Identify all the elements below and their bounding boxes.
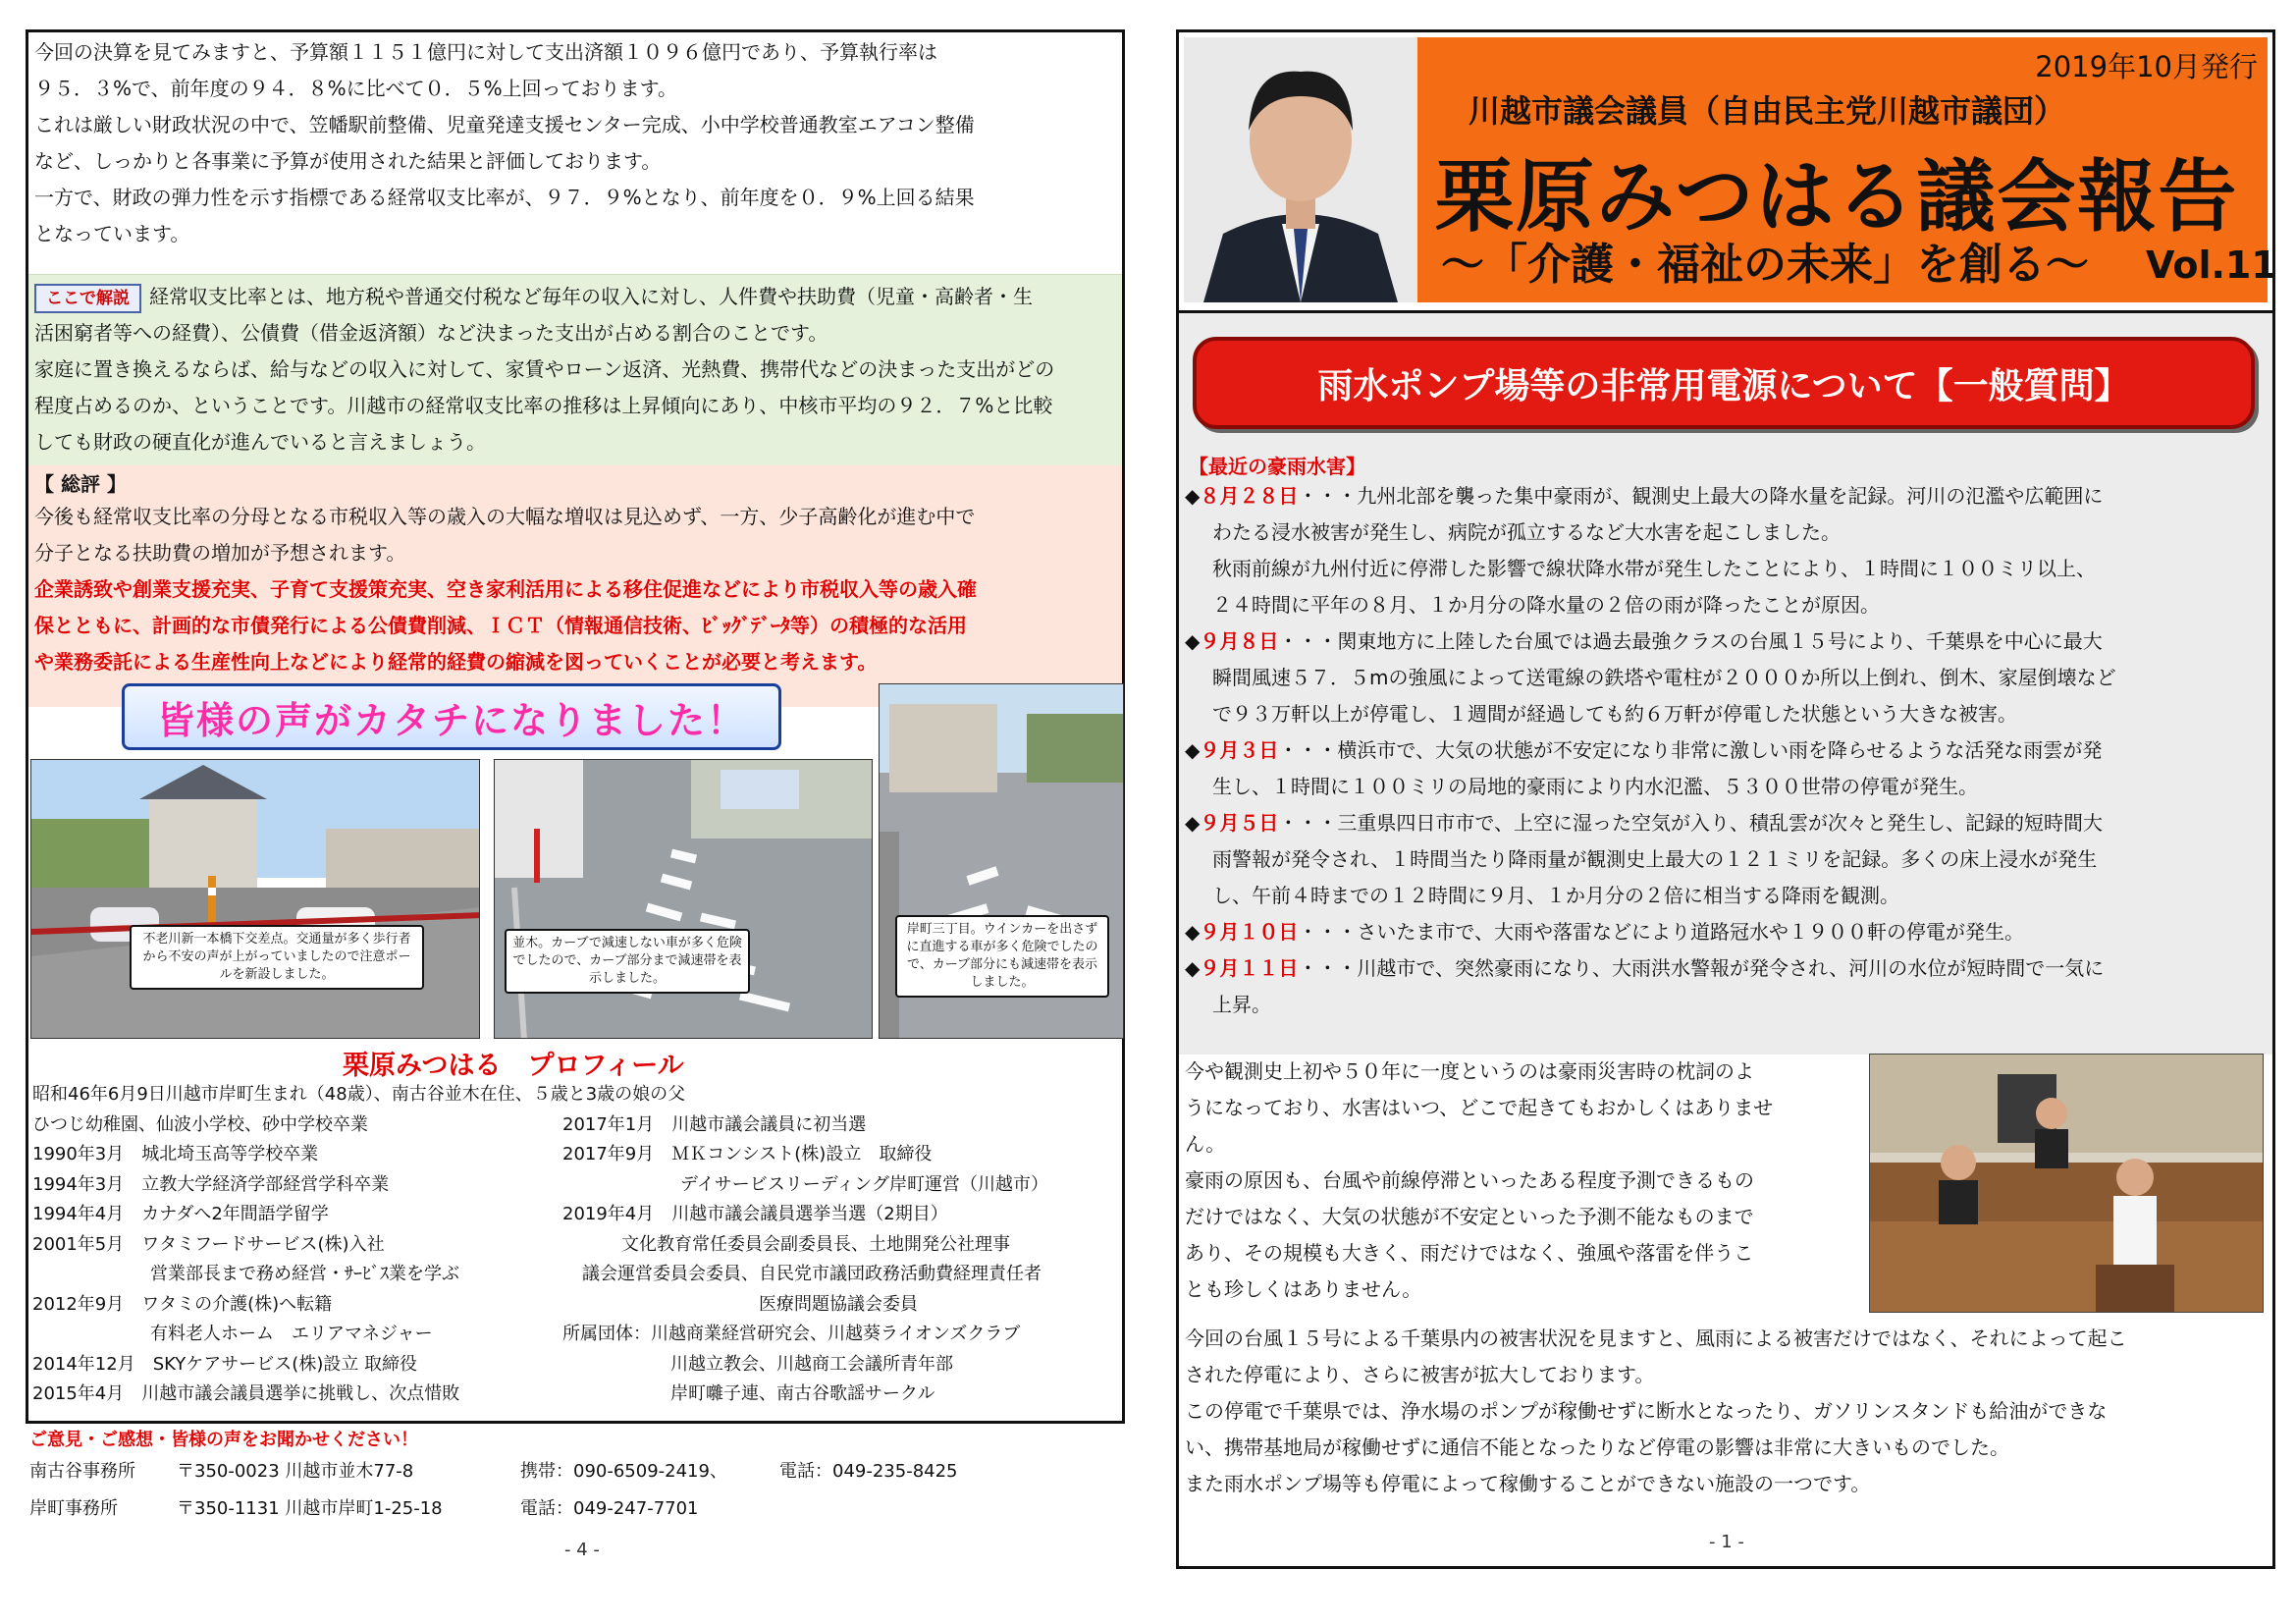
council-illustration <box>1870 1055 2264 1313</box>
event-text: ２４時間に平年の８月、１か月分の降水量の２倍の雨が降ったことが原因。 <box>1212 593 1880 617</box>
photo-caption: 並木。カーブで減速しない車が多く危険でしたので、カーブ部分まで減速帯を表示しました。 <box>505 929 750 994</box>
profile-left: 1994年3月 立教大学経済学部経営学科卒業 <box>32 1173 390 1195</box>
explain-line: 活困窮者等への経費）、公債費（借金返済額）など決まった支出が占める割合のことです。 <box>34 321 828 345</box>
contact-heading: ご意見・ご感想・皆様の声をお聞かせください！ <box>29 1430 418 1450</box>
event-date: ８月２８日 <box>1200 484 1299 508</box>
office-phone: 電話：049-235-8425 <box>779 1461 958 1482</box>
event-text: 雨警報が発令され、１時間当たり降雨量が観測史上最大の１２１ミリを記録。多くの床上浸水が発生 <box>1212 847 2098 871</box>
curve-road-photo <box>494 759 873 1039</box>
section-heading: 【最近の豪雨水害】 <box>1189 455 1365 478</box>
voices-banner: 皆様の声がカタチになりました！ <box>122 683 781 750</box>
photo-caption: 岸町三丁目。ウインカーを出さずに直進する車が多く危険でしたので、カーブ部分にも減速帯を表示しました。 <box>895 915 1109 998</box>
office-address: 〒350-1131 川越市岸町1-25-18 <box>177 1498 443 1519</box>
explain-line: しても財政の硬直化が進んでいると言えましょう。 <box>34 430 486 454</box>
intro-line: ９５．３%で、前年度の９４．８%に比べて０．５%上回っております。 <box>34 77 678 100</box>
commentary-2 <box>1185 1321 2265 1502</box>
office-address: 〒350-0023 川越市並木77-8 <box>177 1461 414 1482</box>
intro-line: 今回の決算を見てみますと、予算額１１５１億円に対して支出済額１０９６億円であり、予算執行率は <box>34 40 937 64</box>
event-item: ◆９月８日・・・関東地方に上陸した台風では過去最強クラスの台風１５号により、千葉県を中心に最大 <box>1185 629 2103 653</box>
profile-right: 議会運営委員会委員、自民党市議団政務活動費経理責任者 <box>582 1264 1041 1284</box>
profile-row <box>32 1230 1122 1261</box>
event-list <box>1185 478 2265 1023</box>
portrait-illustration <box>1184 37 1417 302</box>
event-text: ・・・三重県四日市市で、上空に湿った空気が入り、積乱雲が次々と発生し、記録的短時間大 <box>1278 811 2103 835</box>
header-subtitle: 川越市議会議員（自由民主党川越市議団） <box>1468 92 2066 130</box>
profile-right: 2019年4月 川越市議会議員選挙当選（2期目） <box>562 1204 948 1224</box>
event-item: ◆８月２８日・・・九州北部を襲った集中豪雨が、観測史上最大の降水量を記録。河川の氾濫や広範囲に <box>1185 484 2104 508</box>
intro-line: など、しっかりと各事業に予算が使用された結果と評価しております。 <box>34 149 662 173</box>
summary-heading: 【 総評 】 <box>34 472 127 496</box>
intersection-illustration <box>31 760 480 1039</box>
event-text: ・・・横浜市で、大気の状態が不安定になり非常に激しい雨を降らせるような活発な雨雲が発 <box>1278 738 2103 762</box>
summary-line: 分子となる扶助費の増加が予想されます。 <box>34 541 406 565</box>
profile-intro: 昭和46年6月9日川越市岸町生まれ（48歳）、南古谷並木在住、５歳と3歳の娘の父 <box>32 1084 686 1105</box>
photo-caption: 不老川新一本橋下交差点。交通量が多く歩行者から不安の声が上がっていましたので注意ポールを新設しました。 <box>130 925 424 990</box>
summary-red-line: や業務委託による生産性向上などにより経常的経費の縮減を図っていくことが必要と考えます。 <box>34 650 878 674</box>
event-text: し、午前４時までの１２時間に９月、１か月分の２倍に相当する降雨を観測。 <box>1212 884 1899 907</box>
commentary-line: うになっており、水害はいつ、どこで起きてもおかしくはありませ <box>1185 1096 1774 1119</box>
event-item: ◆９月１０日・・・さいたま市で、大雨や落雷などにより道路冠水や１９００軒の停電が発生。 <box>1185 920 2024 944</box>
event-item: ◆９月３日・・・横浜市で、大気の状態が不安定になり非常に激しい雨を降らせるような活発な雨雲が発 <box>1185 738 2103 762</box>
explain-line: 経常収支比率とは、地方税や普通交付税など毎年の収入に対し、人件費や扶助費（児童・高齢者・生 <box>149 285 1033 308</box>
summary-box <box>28 465 1122 707</box>
profile-right: 文化教育常任委員会副委員長、土地開発公社理事 <box>621 1233 1010 1255</box>
event-date: ９月３日 <box>1200 738 1279 762</box>
profile-row <box>32 1260 1122 1290</box>
report-banner: 雨水ポンプ場等の非常用電源について【一般質問】 <box>1193 337 2255 429</box>
commentary-line: また雨水ポンプ場等も停電によって稼働することができない施設の一つです。 <box>1185 1472 1871 1495</box>
commentary-line: 今や観測史上初や５０年に一度というのは豪雨災害時の枕詞のよ <box>1185 1059 1754 1083</box>
commentary-line: された停電により、さらに被害が拡大しております。 <box>1185 1363 1655 1386</box>
profile-row <box>32 1200 1122 1230</box>
commentary-line: とも珍しくはありません。 <box>1185 1277 1422 1301</box>
event-date: ９月８日 <box>1200 629 1279 653</box>
event-text: ・・・関東地方に上陸した台風では過去最強クラスの台風１５号により、千葉県を中心に最大 <box>1278 629 2103 653</box>
profile-row <box>32 1290 1122 1321</box>
header-tagline: ～「介護・福祉の未来」を創る～ <box>1441 240 2089 290</box>
event-text: わたる浸水被害が発生し、病院が孤立するなど大水害を起こしました。 <box>1212 520 1841 544</box>
profile-left: 2015年4月 川越市議会議員選挙に挑戦し、次点惜敗 <box>32 1383 460 1404</box>
commentary <box>1185 1054 1862 1308</box>
profile-right: 2017年9月 ＭＫコンシスト(株)設立 取締役 <box>562 1144 933 1164</box>
intro-line: これは厳しい財政状況の中で、笠幡駅前整備、児童発達支援センター完成、小中学校普通教室エアコン整備 <box>34 113 975 136</box>
page-number: - 1 - <box>1709 1532 1744 1552</box>
profile-left: 2001年5月 ワタミフードサービス(株)入社 <box>32 1233 385 1255</box>
event-item: ◆９月５日・・・三重県四日市市で、上空に湿った空気が入り、積乱雲が次々と発生し、記録的短時間大 <box>1185 811 2103 835</box>
profile-left: 1990年3月 城北埼玉高等学校卒業 <box>32 1144 319 1164</box>
event-date: ９月１０日 <box>1200 920 1299 944</box>
explain-tag: ここで解説 <box>34 284 141 313</box>
header-title: 栗原みつはる議会報告 <box>1435 151 2239 243</box>
profile-right: 岸町囃子連、南古谷歌謡サークル <box>670 1383 935 1404</box>
profile-left: ひつじ幼稚園、仙波小学校、砂中学校卒業 <box>32 1113 368 1135</box>
event-text: ・・・川越市で、突然豪雨になり、大雨洪水警報が発令され、河川の水位が短時間で一気に <box>1298 956 2105 980</box>
explain-line: 程度占めるのか、ということです。川越市の経常収支比率の推移は上昇傾向にあり、中核市平均の９２．７%と比較 <box>34 394 1053 417</box>
profile-right: デイサービスリーディング岸町運営（川越市） <box>680 1173 1048 1195</box>
event-text: 瞬間風速５７．５mの強風によって送電線の鉄塔や電柱が２０００か所以上倒れ、倒木、家屋倒壊など <box>1212 666 2116 689</box>
profile <box>32 1080 1122 1410</box>
summary-red-line: 企業誘致や創業支援充実、子育て支援策充実、空き家利活用による移住促進などにより市税収入等の歳入確 <box>34 577 977 601</box>
summary-line: 今後も経常収支比率の分母となる市税収入等の歳入の大幅な増収は見込めず、一方、少子高齢化が進む中で <box>34 505 976 528</box>
council-session-photo <box>1869 1054 2264 1313</box>
profile-left: 有料老人ホーム エリアマネジャー <box>150 1324 433 1344</box>
event-text: 生し、１時間に１００ミリの局地的豪雨により内水氾濫、５３００世帯の停電が発生。 <box>1212 775 1978 798</box>
volume-number: Vol.11 <box>2146 244 2277 287</box>
office-row <box>29 1453 1129 1490</box>
profile-row <box>32 1170 1122 1201</box>
intro-line: 一方で、財政の弾力性を示す指標である経常収支比率が、９７．９%となり、前年度を０．９%上回る結果 <box>34 186 975 209</box>
summary-red-line: 保とともに、計画的な市債発行による公債費削減、ＩＣＴ（情報通信技術、ﾋﾞｯｸﾞﾃﾞｰﾀ等）の積極的な活用 <box>34 614 967 637</box>
intersection-photo <box>30 759 480 1039</box>
intro-line: となっています。 <box>34 222 190 245</box>
office-mobile: 携帯：090-6509-2419、 <box>520 1461 727 1482</box>
residential-road-photo <box>879 683 1124 1039</box>
profile-right: 所属団体：川越商業経営研究会、川越葵ライオンズクラブ <box>562 1324 1021 1344</box>
councillor-portrait <box>1184 37 1417 302</box>
profile-right: 医療問題協議会委員 <box>759 1293 918 1315</box>
event-text: ・・・九州北部を襲った集中豪雨が、観測史上最大の降水量を記録。河川の氾濫や広範囲に <box>1298 484 2104 508</box>
office-name: 南古谷事務所 <box>29 1461 135 1482</box>
profile-row <box>32 1380 1122 1410</box>
right-page <box>1176 29 2275 1569</box>
profile-left: 1994年4月 カナダへ2年間語学留学 <box>32 1204 329 1224</box>
curve-road-illustration <box>495 760 873 1039</box>
issue-date: 2019年10月発行 <box>2035 50 2258 83</box>
profile-right: 2017年1月 川越市議会議員に初当選 <box>562 1113 867 1135</box>
contact-section <box>29 1428 1129 1528</box>
profile-row <box>32 1140 1122 1170</box>
event-item: ◆９月１１日・・・川越市で、突然豪雨になり、大雨洪水警報が発令され、河川の水位が短時間で一気に <box>1185 956 2105 980</box>
page-number: - 4 - <box>564 1540 600 1560</box>
profile-left: 2012年9月 ワタミの介護(株)へ転籍 <box>32 1293 333 1315</box>
budget-intro <box>34 34 1114 252</box>
office-name: 岸町事務所 <box>29 1498 118 1519</box>
profile-row <box>32 1110 1122 1141</box>
office-phone: 電話：049-247-7701 <box>520 1498 699 1519</box>
profile-title: 栗原みつはる プロフィール <box>343 1051 684 1081</box>
profile-row <box>32 1350 1122 1380</box>
report-area <box>1179 313 2272 1055</box>
event-text: ・・・さいたま市で、大雨や落雷などにより道路冠水や１９００軒の停電が発生。 <box>1298 920 2024 944</box>
office-row <box>29 1490 1129 1528</box>
profile-right: 川越立教会、川越商工会議所青年部 <box>670 1353 953 1375</box>
profile-row <box>32 1320 1122 1350</box>
left-page <box>26 29 1125 1424</box>
explanation-box <box>28 274 1122 465</box>
event-date: ９月１１日 <box>1200 956 1299 980</box>
commentary-line: この停電で千葉県では、浄水場のポンプが稼働せずに断水となったり、ガソリンスタンドも給油ができな <box>1185 1399 2108 1423</box>
explain-line: 家庭に置き換えるならば、給与などの収入に対して、家賃やローン返済、光熱費、携帯代などの決まった支出がどの <box>34 357 1055 381</box>
newsletter-header <box>1184 37 2277 302</box>
commentary-line: だけではなく、大気の状態が不安定といった予測不能なものまで <box>1185 1205 1754 1228</box>
event-date: ９月５日 <box>1200 811 1279 835</box>
commentary-line: 今回の台風１５号による千葉県内の被害状況を見ますと、風雨による被害だけではなく、それによって起こ <box>1185 1326 2127 1350</box>
commentary-line: い、携帯基地局が稼働せずに通信不能となったりなど停電の影響は非常に大きいものでした。 <box>1185 1435 2009 1459</box>
profile-left: 営業部長まで務め経営・ｻｰﾋﾞｽ業を学ぶ <box>150 1264 459 1284</box>
commentary-line: あり、その規模も大きく、雨だけではなく、強風や落雷を伴うこ <box>1185 1241 1754 1265</box>
event-text: で９３万軒以上が停電し、１週間が経過しても約６万軒が停電した状態という大きな被害。 <box>1212 702 2017 726</box>
event-text: 上昇。 <box>1212 993 1271 1016</box>
commentary-line: ん。 <box>1185 1132 1226 1156</box>
commentary-line: 豪雨の原因も、台風や前線停滞といったある程度予測できるもの <box>1185 1168 1754 1192</box>
profile-left: 2014年12月 SKYケアサービス(株)設立 取締役 <box>32 1353 418 1375</box>
event-text: 秋雨前線が九州付近に停滞した影響で線状降水帯が発生したことにより、１時間に１００ミリ以上、 <box>1212 557 2096 580</box>
